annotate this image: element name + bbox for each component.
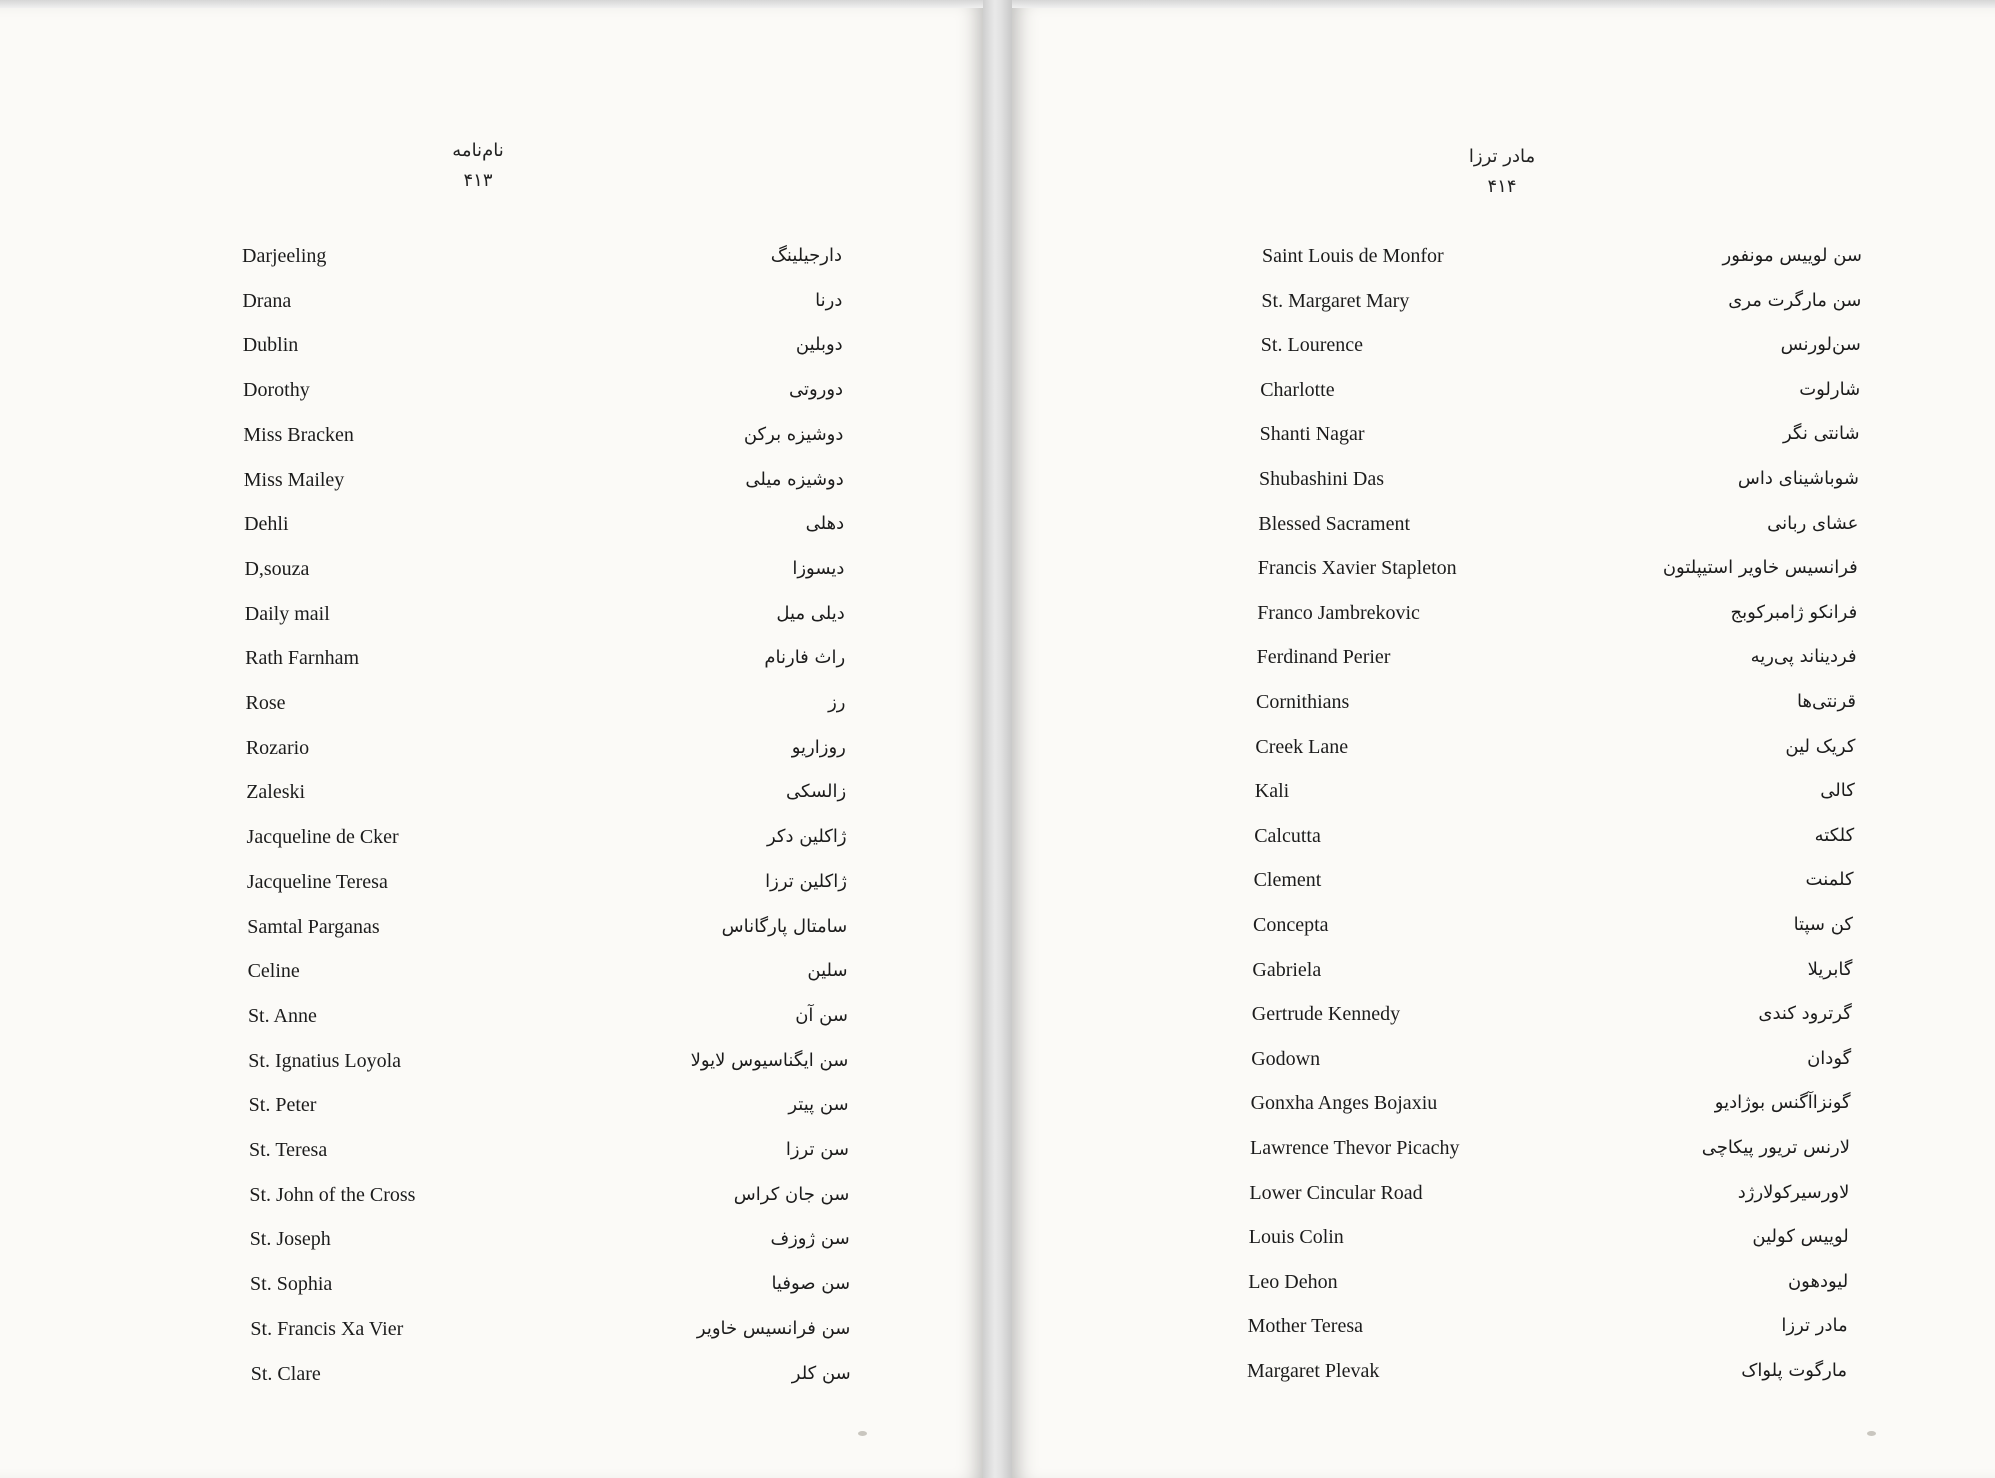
entry-persian-name: دارجیلینگ (770, 245, 842, 266)
entry-latin-name: St. Margaret Mary (1261, 289, 1410, 312)
entry-latin-name: Drana (242, 289, 292, 312)
left-page-number: ۴۱۳ (463, 170, 493, 191)
entry-latin-name: Shanti Nagar (1259, 423, 1365, 446)
entry-persian-name: لاورسیرکولارژد (1737, 1181, 1850, 1203)
right-page (1012, 8, 1995, 1478)
entry-persian-name: دهلی (805, 513, 845, 535)
right-running-title: مادر ترزا (1468, 146, 1536, 167)
index-entry (1254, 816, 1854, 856)
entry-latin-name: St. Sophia (250, 1273, 333, 1296)
entry-latin-name: Dehli (244, 513, 289, 536)
index-entry (248, 996, 848, 1036)
left-running-title: نام‌نامه (452, 140, 504, 161)
entry-persian-name: فرانکو ژامبرکوبج (1730, 601, 1858, 623)
entry-persian-name: قرنتی‌ها (1797, 691, 1856, 712)
index-entry (1250, 1128, 1850, 1168)
entry-latin-name: Saint Louis de Monfor (1262, 245, 1444, 267)
index-entry (248, 1041, 848, 1081)
paper-speck (858, 1431, 867, 1436)
index-entry (244, 549, 844, 589)
index-entry (243, 325, 843, 365)
index-entry (1249, 1173, 1849, 1213)
index-entry (251, 1354, 851, 1394)
entry-persian-name: راث فارنام (764, 647, 846, 669)
index-entry (250, 1309, 850, 1349)
entry-persian-name: دوروتی (788, 379, 844, 401)
entry-persian-name: دوبلین (795, 334, 843, 356)
entry-persian-name: روزاریو (791, 736, 846, 758)
entry-persian-name: لیودهون (1787, 1270, 1849, 1292)
entry-latin-name: St. Peter (248, 1094, 317, 1117)
index-entry (1258, 504, 1858, 544)
index-entry (1259, 459, 1859, 499)
entry-latin-name: Mother Teresa (1247, 1315, 1364, 1338)
entry-persian-name: سن مارگرت مری (1728, 289, 1862, 311)
index-entry (1247, 1351, 1847, 1391)
index-entry (1256, 682, 1856, 722)
index-entry (1248, 1306, 1848, 1346)
index-entry (1260, 414, 1860, 454)
entry-persian-name: سن ترزا (785, 1139, 849, 1160)
entry-latin-name: Charlotte (1260, 378, 1335, 401)
entry-persian-name: دوشیزه برکن (743, 423, 844, 445)
index-entry (1255, 771, 1855, 811)
entry-persian-name: عشای ربانی (1767, 512, 1859, 534)
index-entry (250, 1219, 850, 1259)
entry-latin-name: Creek Lane (1255, 735, 1349, 758)
index-entry (247, 817, 847, 857)
index-entry (1248, 1262, 1848, 1302)
entry-persian-name: رز (828, 692, 846, 713)
right-page-number: ۴۱۴ (1487, 176, 1517, 197)
entry-persian-name: کلکته (1814, 824, 1855, 846)
entry-latin-name: Dorothy (243, 379, 310, 402)
entry-latin-name: Leo Dehon (1248, 1270, 1338, 1293)
entry-latin-name: St. Francis Xa Vier (250, 1317, 404, 1340)
entry-latin-name: Gertrude Kennedy (1251, 1003, 1401, 1026)
index-entry (242, 236, 842, 276)
entry-latin-name: D,souza (244, 557, 310, 580)
index-entry (1261, 325, 1861, 365)
entry-persian-name: گودان (1807, 1047, 1852, 1069)
index-entry (1254, 860, 1854, 900)
entry-latin-name: Jacqueline Teresa (246, 870, 388, 893)
entry-latin-name: Cornithians (1256, 691, 1350, 713)
entry-latin-name: Miss Mailey (243, 468, 345, 491)
entry-persian-name: لوییس کولین (1752, 1226, 1849, 1248)
index-entry (242, 281, 842, 321)
entry-persian-name: سن ایگناسیوس لایولا (690, 1049, 849, 1071)
entry-persian-name: دیلی میل (776, 602, 845, 624)
entry-latin-name: Clement (1253, 869, 1322, 892)
index-entry (244, 504, 844, 544)
index-entry (1257, 637, 1857, 677)
entry-latin-name: Gonxha Anges Bojaxiu (1250, 1092, 1438, 1115)
index-entry (248, 951, 848, 991)
entry-persian-name: سن آن (795, 1004, 848, 1026)
index-entry (250, 1264, 850, 1304)
entry-latin-name: Miss Bracken (243, 423, 354, 446)
index-entry (1251, 1039, 1851, 1079)
entry-persian-name: سن فرانسیس خاویر (696, 1317, 851, 1339)
entry-persian-name: شارلوت (1799, 378, 1861, 400)
entry-persian-name: درنا (815, 289, 843, 311)
entry-persian-name: شوباشینای داس (1737, 468, 1859, 489)
entry-persian-name: کلمنت (1805, 869, 1854, 891)
index-entry (1253, 905, 1853, 945)
entry-persian-name: مادر ترزا (1781, 1315, 1848, 1337)
entry-persian-name: مارگوت پلواک (1741, 1360, 1847, 1381)
entry-persian-name: سن پیتر (788, 1094, 849, 1116)
entry-latin-name: Rozario (245, 736, 310, 759)
index-entry (1262, 236, 1862, 276)
entry-persian-name: گابریلا (1807, 958, 1853, 980)
index-entry (249, 1130, 849, 1170)
index-entry (249, 1085, 849, 1125)
index-entry (1260, 370, 1860, 410)
index-entry (249, 1175, 849, 1215)
entry-persian-name: دوشیزه میلی (745, 468, 844, 490)
entry-latin-name: St. John of the Cross (249, 1183, 416, 1206)
entry-latin-name: Dublin (242, 334, 299, 357)
entry-persian-name: سن کلر (791, 1362, 851, 1384)
entry-latin-name: Ferdinand Perier (1256, 646, 1391, 669)
entry-persian-name: کالی (1820, 780, 1855, 802)
entry-latin-name: Margaret Plevak (1247, 1360, 1380, 1382)
entry-persian-name: زالسکی (786, 781, 847, 803)
entry-persian-name: کن سپتا (1793, 914, 1853, 935)
book-gutter (983, 0, 1012, 1478)
entry-latin-name: Rose (245, 692, 286, 714)
entry-persian-name: سن صوفیا (771, 1273, 851, 1295)
entry-latin-name: Gabriela (1252, 958, 1322, 981)
entry-persian-name: فردیناند پی‌ریه (1750, 646, 1857, 668)
left-page-header (418, 136, 538, 196)
entry-latin-name: St. Teresa (249, 1139, 328, 1161)
index-entry (1252, 950, 1852, 990)
entry-latin-name: Francis Xavier Stapleton (1257, 557, 1457, 580)
index-entry (1252, 994, 1852, 1034)
entry-latin-name: St. Anne (247, 1004, 317, 1027)
entry-latin-name: Daily mail (244, 602, 330, 625)
index-entry (1257, 593, 1857, 633)
index-entry (245, 594, 845, 634)
entry-persian-name: سن ژوزف (770, 1228, 850, 1250)
entry-persian-name: گرترود کندی (1758, 1003, 1852, 1025)
entry-persian-name: کریک لین (1785, 735, 1856, 757)
index-entry (1255, 727, 1855, 767)
index-entry (243, 370, 843, 410)
entry-latin-name: Lower Cincular Road (1249, 1181, 1423, 1204)
entry-latin-name: St. Clare (250, 1362, 321, 1385)
entry-latin-name: Louis Colin (1248, 1226, 1344, 1249)
entry-persian-name: ژاکلین دکر (766, 826, 847, 848)
entry-persian-name: لارنس تریور پیکاچی (1701, 1137, 1850, 1158)
index-entry (243, 415, 843, 455)
index-entry (246, 683, 846, 723)
entry-latin-name: Lawrence Thevor Picachy (1250, 1137, 1460, 1159)
entry-latin-name: Godown (1251, 1047, 1321, 1070)
entry-persian-name: سن جان کراس (733, 1183, 850, 1205)
index-entry (1258, 548, 1858, 588)
index-entry (245, 638, 845, 678)
index-entry (1261, 281, 1861, 321)
index-entry (246, 728, 846, 768)
index-entry (246, 772, 846, 812)
entry-latin-name: St. Ignatius Loyola (248, 1049, 402, 1072)
right-page-header (1432, 142, 1572, 202)
entry-persian-name: سن لوییس مونفور (1722, 245, 1862, 266)
entry-latin-name: Darjeeling (242, 245, 327, 267)
entry-latin-name: St. Joseph (249, 1228, 331, 1251)
entry-persian-name: سن‌لورنس (1780, 334, 1861, 356)
left-page (0, 8, 983, 1478)
entry-persian-name: سامتال پارگاناس (721, 915, 848, 937)
entry-latin-name: Shubashini Das (1259, 468, 1384, 490)
entry-latin-name: Kali (1254, 780, 1290, 803)
entry-persian-name: ژاکلین ترزا (765, 870, 847, 892)
index-entry (1249, 1217, 1849, 1257)
index-entry (244, 460, 844, 500)
entry-latin-name: Calcutta (1254, 824, 1321, 847)
entry-latin-name: Rath Farnham (245, 647, 360, 670)
entry-latin-name: Jacqueline de Cker (246, 826, 399, 849)
entry-persian-name: دیسوزا (792, 557, 845, 579)
entry-latin-name: Concepta (1253, 914, 1329, 936)
entry-latin-name: St. Lourence (1260, 334, 1363, 357)
index-entry (247, 862, 847, 902)
index-entry (1251, 1083, 1851, 1123)
entry-latin-name: Celine (247, 960, 300, 983)
entry-latin-name: Blessed Sacrament (1258, 512, 1411, 535)
paper-speck (1867, 1431, 1876, 1436)
entry-latin-name: Franco Jambrekovic (1257, 601, 1420, 624)
index-entry (247, 907, 847, 947)
entry-latin-name: Samtal Parganas (247, 915, 380, 938)
entry-persian-name: گونزاآگنس بوژادیو (1714, 1092, 1851, 1114)
entry-latin-name: Zaleski (246, 781, 306, 804)
entry-persian-name: شانتی نگر (1782, 423, 1860, 445)
entry-persian-name: فرانسیس خاویر استیپلتون (1662, 557, 1858, 579)
entry-persian-name: سلین (807, 960, 848, 982)
